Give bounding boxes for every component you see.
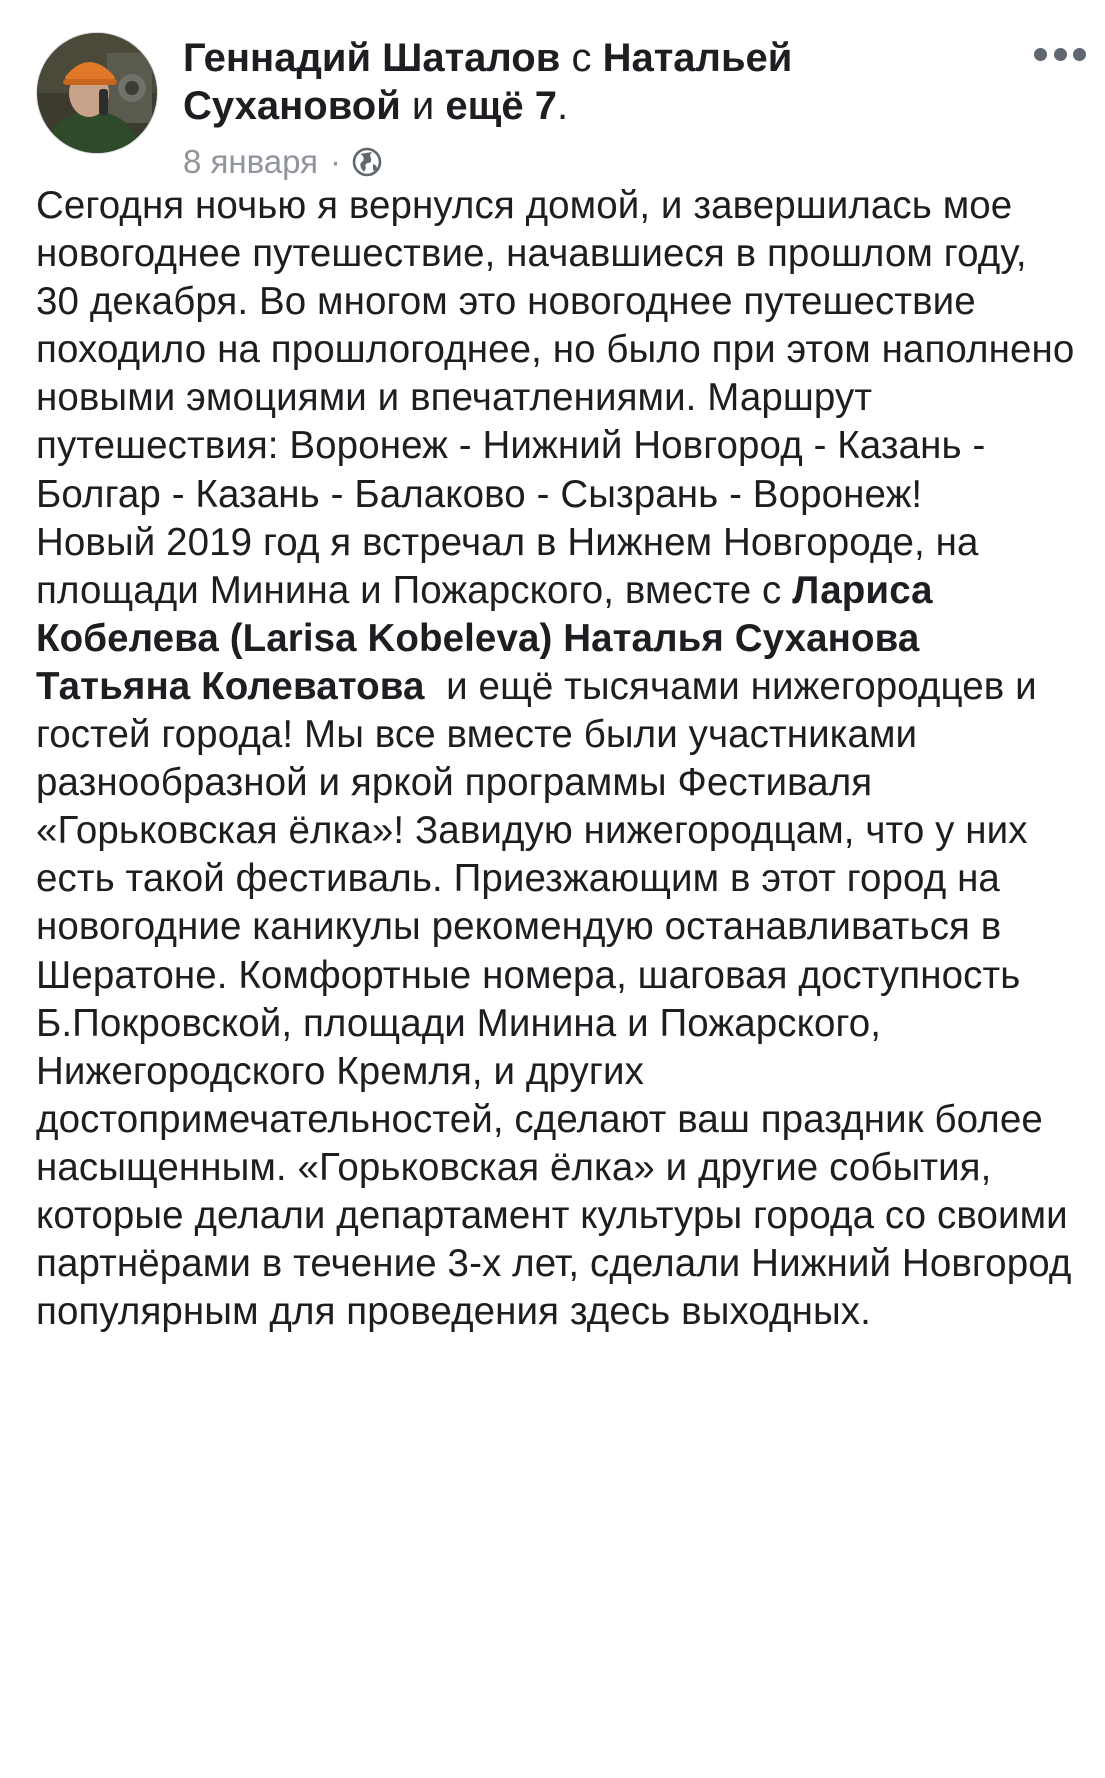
avatar[interactable] bbox=[36, 32, 158, 154]
author-name[interactable]: Геннадий Шаталов bbox=[183, 36, 561, 80]
paragraph-new-year-end: и ещё тысячами нижегородцев и гостей города! Мы все вместе были участниками разнообразной и яркой программы Фестиваля «Горьковская ёлка»! Завидую нижегородцам, что у них есть такой фестиваль. Приезжающим в этот город на новогодние каникулы рекомендую останавливаться в Шератоне. Комфортные номера, шаговая доступность Б.Покровской, площади Минина и Пожарского, Нижегородского Кремля, и других достопримечательностей, сделают ваш праздник более насыщенным. «Горьковская ёлка» и другие события, которые делали департамент культуры города со своими партнёрами в течение 3-х лет, сделали Нижний Новгород популярным для проведения здесь выходных. bbox=[36, 664, 1072, 1334]
with-word: с bbox=[571, 36, 592, 80]
paragraph-trip: Сегодня ночью я вернулся домой, и завершилась мое новогоднее путешествие, начавшиеся в прошлом году, 30 декабря. Во многом это новогоднее путешествие походило на прошлогоднее, но было при этом наполнено новыми эмоциями и впечатлениями. Маршрут путешествия: Воронеж - Нижний Новгород - Казань - Болгар - Казань - Балаково - Сызрань - Воронеж! bbox=[36, 184, 1075, 516]
post-meta bbox=[183, 142, 383, 182]
and-word: и bbox=[411, 84, 435, 128]
more-options-icon[interactable] bbox=[1034, 42, 1086, 66]
globe-icon[interactable] bbox=[351, 146, 383, 178]
meta-separator: · bbox=[329, 143, 341, 180]
post-text bbox=[36, 182, 1076, 1336]
mention-tatyana-kolevatova[interactable]: Татьяна Колеватова bbox=[36, 664, 425, 708]
more-dot bbox=[1073, 48, 1086, 61]
paragraph-new-year-start: Новый 2019 год я встречал в Нижнем Новгороде, на площади Минина и Пожарского, вместе с bbox=[36, 520, 979, 612]
tagged-others[interactable]: ещё 7 bbox=[445, 84, 557, 128]
author-line-period: . bbox=[557, 84, 569, 128]
paragraph-new-year bbox=[36, 519, 1076, 1337]
more-dot bbox=[1054, 48, 1067, 61]
profile-photo bbox=[37, 33, 157, 153]
author-line bbox=[183, 34, 963, 130]
more-dot bbox=[1034, 48, 1047, 61]
mention-natalya-sukhanova[interactable]: Наталья Суханова bbox=[563, 616, 920, 660]
post-header bbox=[36, 30, 1086, 180]
tagged-person[interactable]: Натальей Сухановой bbox=[183, 36, 793, 128]
mention-larisa-kobeleva[interactable]: Лариса Кобелева (Larisa Kobeleva) bbox=[36, 568, 933, 660]
post-date[interactable]: 8 января bbox=[183, 143, 318, 180]
